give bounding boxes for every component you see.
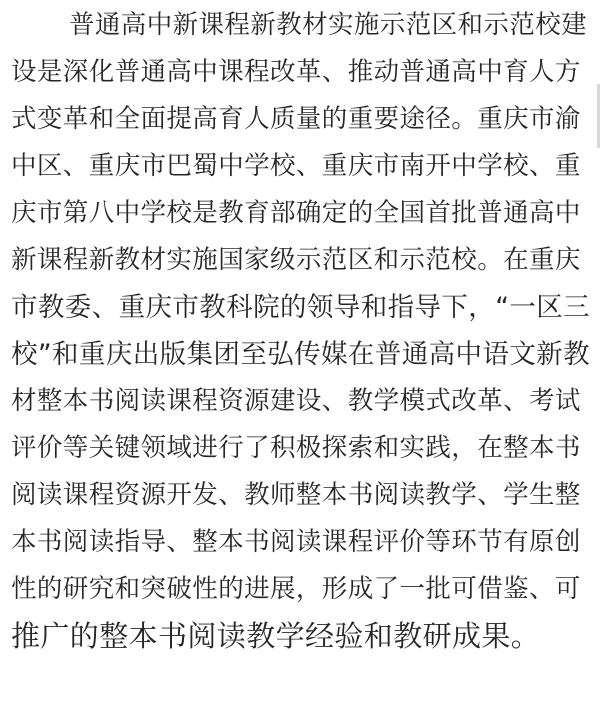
paragraph-line-13: 性的研究和突破性的进展，形成了一批可借鉴、可 [11, 574, 581, 604]
paragraph-line-8: 校”和重庆出版集团至弘传媒在普通高中语文新教 [11, 339, 591, 370]
article-paragraph [11, 2, 590, 660]
paragraph-line-1: 普通高中新课程新教材实施示范区和示范校建 [69, 10, 588, 40]
paragraph-line-2: 设是深化普通高中课程改革、推动普通高中育人方 [11, 57, 581, 87]
paragraph-line-4: 中区、重庆市巴蜀中学校、重庆市南开中学校、重 [11, 151, 581, 181]
paragraph-line-9: 材整本书阅读课程资源建设、教学模式改革、考试 [11, 386, 581, 416]
paragraph-line-11: 阅读课程资源开发、教师整本书阅读教学、学生整 [11, 480, 581, 510]
paragraph-line-14: 推广的整本书阅读教学经验和教研成果。 [11, 619, 541, 653]
paragraph-line-12: 本书阅读指导、整本书阅读课程评价等环节有原创 [11, 527, 581, 557]
paragraph-line-5: 庆市第八中学校是教育部确定的全国首批普通高中 [11, 198, 581, 228]
paragraph-line-3: 式变革和全面提高育人质量的重要途径。重庆市渝 [11, 104, 581, 134]
paragraph-line-6: 新课程新教材实施国家级示范区和示范校。在重庆 [11, 245, 581, 275]
paragraph-line-7: 市教委、重庆市教科院的领导和指导下，“一区三 [11, 292, 591, 323]
paragraph-line-10: 评价等关键领域进行了积极探索和实践，在整本书 [11, 433, 581, 463]
